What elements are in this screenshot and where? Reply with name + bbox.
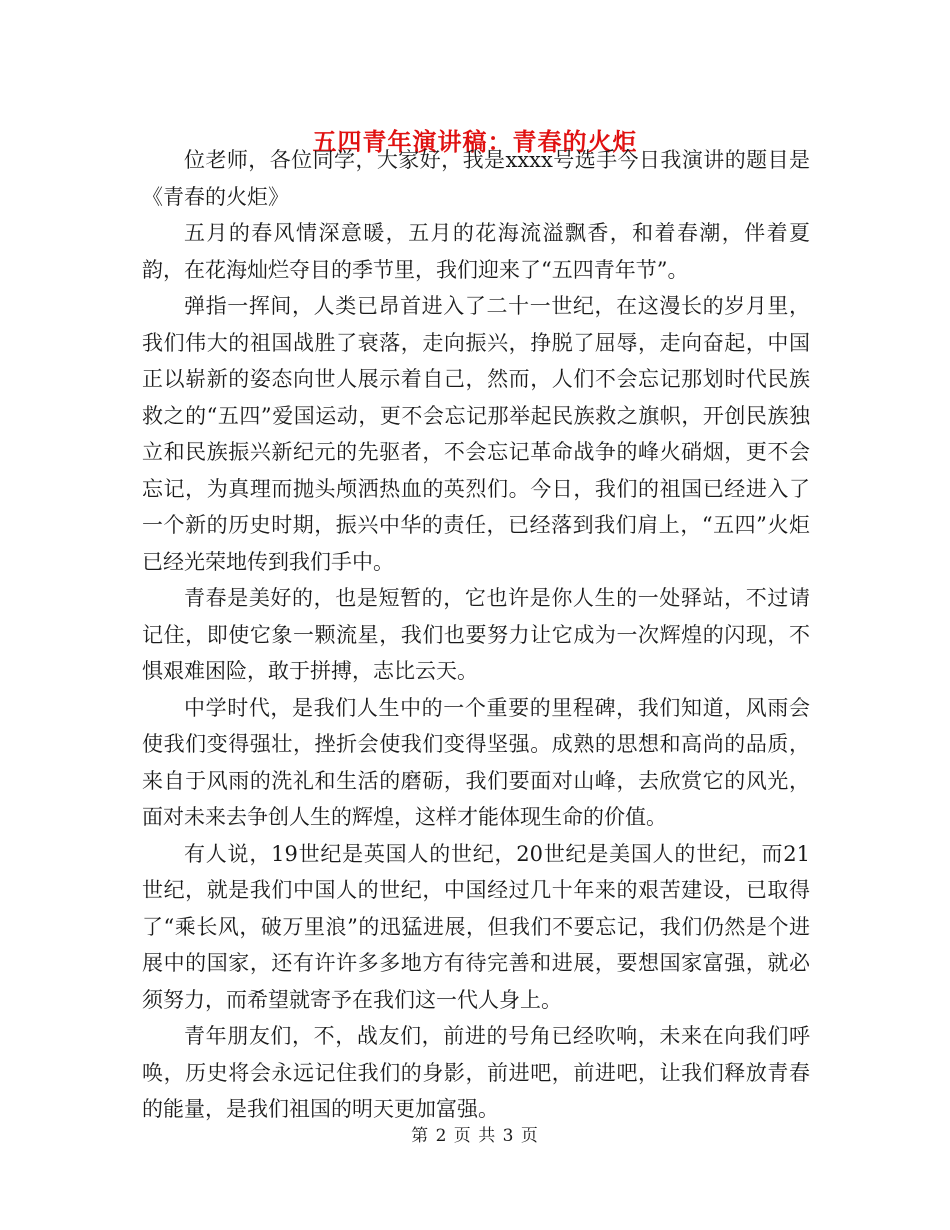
document-title: 五四青年演讲稿：青春的火炬: [312, 128, 638, 157]
paragraph-may: 五月的春风情深意暖，五月的花海流溢飘香，和着春潮，伴着夏韵，在花海灿烂夺目的季节里，我们迎来了“五四青年节”。: [142, 221, 810, 282]
paragraph-history: 弹指一挥间，人类已昂首进入了二十一世纪，在这漫长的岁月里，我们伟大的祖国战胜了衰落，走向振兴，挣脱了屈辱，走向奋起，中国正以崭新的姿态向世人展示着自己，然而，人们不会忘记那划时代民族救之的“五四”爱国运动，更不会忘记那举起民族救之旗帜，开创民族独立和民族振兴新纪元的先驱者，不会忘记革命战争的峰火硝烟，更不会忘记，为真理而抛头颅洒热血的英烈们。今日，我们的祖国已经进入了一个新的历史时期，振兴中华的责任，已经落到我们肩上，“五四”火炬已经光荣地传到我们手中。: [142, 294, 810, 574]
paragraph-century: 有人说，19世纪是英国人的世纪，20世纪是美国人的世纪，而21世纪，就是我们中国人的世纪，中国经过几十年来的艰苦建设，已取得了“乘长风，破万里浪”的迅猛进展，但我们不要忘记，我们仍然是个进展中的国家，还有许许多多地方有待完善和进展，要想国家富强，就必须努力，而希望就寄予在我们这一代人身上。: [142, 841, 810, 1012]
page-footer: 第 2 页 共 3 页: [411, 1126, 539, 1146]
paragraph-middle-school: 中学时代，是我们人生中的一个重要的里程碑，我们知道，风雨会使我们变得强壮，挫折会使我们变得坚强。成熟的思想和高尚的品质，来自于风雨的洗礼和生活的磨砺，我们要面对山峰，去欣赏它的风光，面对未来去争创人生的辉煌，这样才能体现生命的价值。: [142, 695, 810, 829]
paragraph-closing: 青年朋友们，不，战友们，前进的号角已经吹响，未来在向我们呼唤，历史将会永远记住我们的身影，前进吧，前进吧，让我们释放青春的能量，是我们祖国的明天更加富强。: [142, 1024, 810, 1121]
paragraph-greeting: 位老师，各位同学，大家好，我是xxxx号选手今日我演讲的题目是《青春的火炬》: [142, 148, 810, 209]
document-body: [142, 142, 810, 1128]
paragraph-youth: 青春是美好的，也是短暂的，它也许是你人生的一处驿站，不过请记住，即使它象一颗流星，我们也要努力让它成为一次辉煌的闪现，不惧艰难困险，敢于拼搏，志比云天。: [142, 586, 810, 683]
